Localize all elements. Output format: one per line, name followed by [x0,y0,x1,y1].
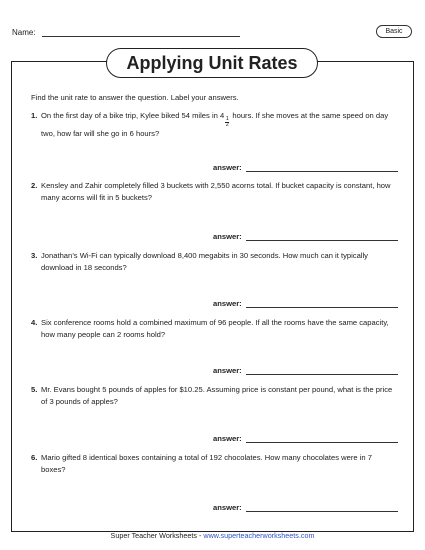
footer-url-link[interactable]: www.superteacherworksheets.com [203,531,315,540]
question-number: 5. [31,385,38,394]
question-text: Jonathan’s Wi-Fi can typically download 8,400 megabits in 30 seconds. How much can it typically download in 18 seconds? [41,251,368,272]
fraction [225,117,229,128]
answer-row-6 [213,503,398,512]
question-number: 6. [31,453,38,462]
answer-field[interactable] [246,367,398,375]
answer-field[interactable] [246,300,398,308]
name-row [12,28,240,37]
footer [0,531,425,540]
page-title: Applying Unit Rates [106,48,318,78]
question-4 [31,317,393,341]
question-2 [31,180,393,204]
question-5 [31,384,393,408]
question-6 [31,452,393,476]
answer-row-3 [213,299,398,308]
fraction-denominator: 2 [225,122,229,128]
question-text: On the first day of a bike trip, Kylee biked 54 miles in 4 $\frac{1}{2}$ hours. If she moves at the same speed on day two, how far will she go in 6 hours? [41,111,389,138]
answer-label: answer: [213,434,242,443]
footer-site-name: Super Teacher Worksheets [110,531,197,540]
question-1 [31,110,393,140]
answer-row-4 [213,366,398,375]
answer-label: answer: [213,232,242,241]
answer-label: answer: [213,299,242,308]
footer-separator: - [196,531,204,540]
question-3 [31,250,393,274]
name-field[interactable] [42,29,240,37]
mixed-number-whole: 4 [219,111,225,120]
question-number: 4. [31,318,38,327]
answer-label: answer: [213,163,242,172]
instructions: Find the unit rate to answer the question. Label your answers. [31,93,239,102]
answer-row-2 [213,232,398,241]
question-text: Mr. Evans bought 5 pounds of apples for $10.25. Assuming price is constant per pound, what is the price of 3 pounds of apples? [41,385,393,406]
answer-field[interactable] [246,435,398,443]
answer-label: answer: [213,366,242,375]
question-text: Kensley and Zahir completely filled 3 buckets with 2,550 acorns total. If bucket capacity is constant, how many acorns will fit in 5 buckets? [41,181,391,202]
answer-field[interactable] [246,233,398,241]
question-number: 3. [31,251,38,260]
level-badge: Basic [376,25,412,38]
fraction-numerator: 1 [225,116,229,122]
question-text: Mario gifted 8 identical boxes containing a total of 192 chocolates. How many chocolates were in 7 boxes? [41,453,372,474]
answer-row-1 [213,163,398,172]
question-number: 2. [31,181,38,190]
answer-label: answer: [213,503,242,512]
question-text: Six conference rooms hold a combined maximum of 96 people. If all the rooms have the same capacity, how many people can 2 rooms hold? [41,318,389,339]
answer-field[interactable] [246,164,398,172]
question-number: 1. [31,111,38,120]
name-label: Name: [12,28,36,37]
answer-field[interactable] [246,504,398,512]
answer-row-5 [213,434,398,443]
question-text-rest: hours. If she moves at the same speed on day two, how far will she go in 6 hours? [41,111,389,138]
